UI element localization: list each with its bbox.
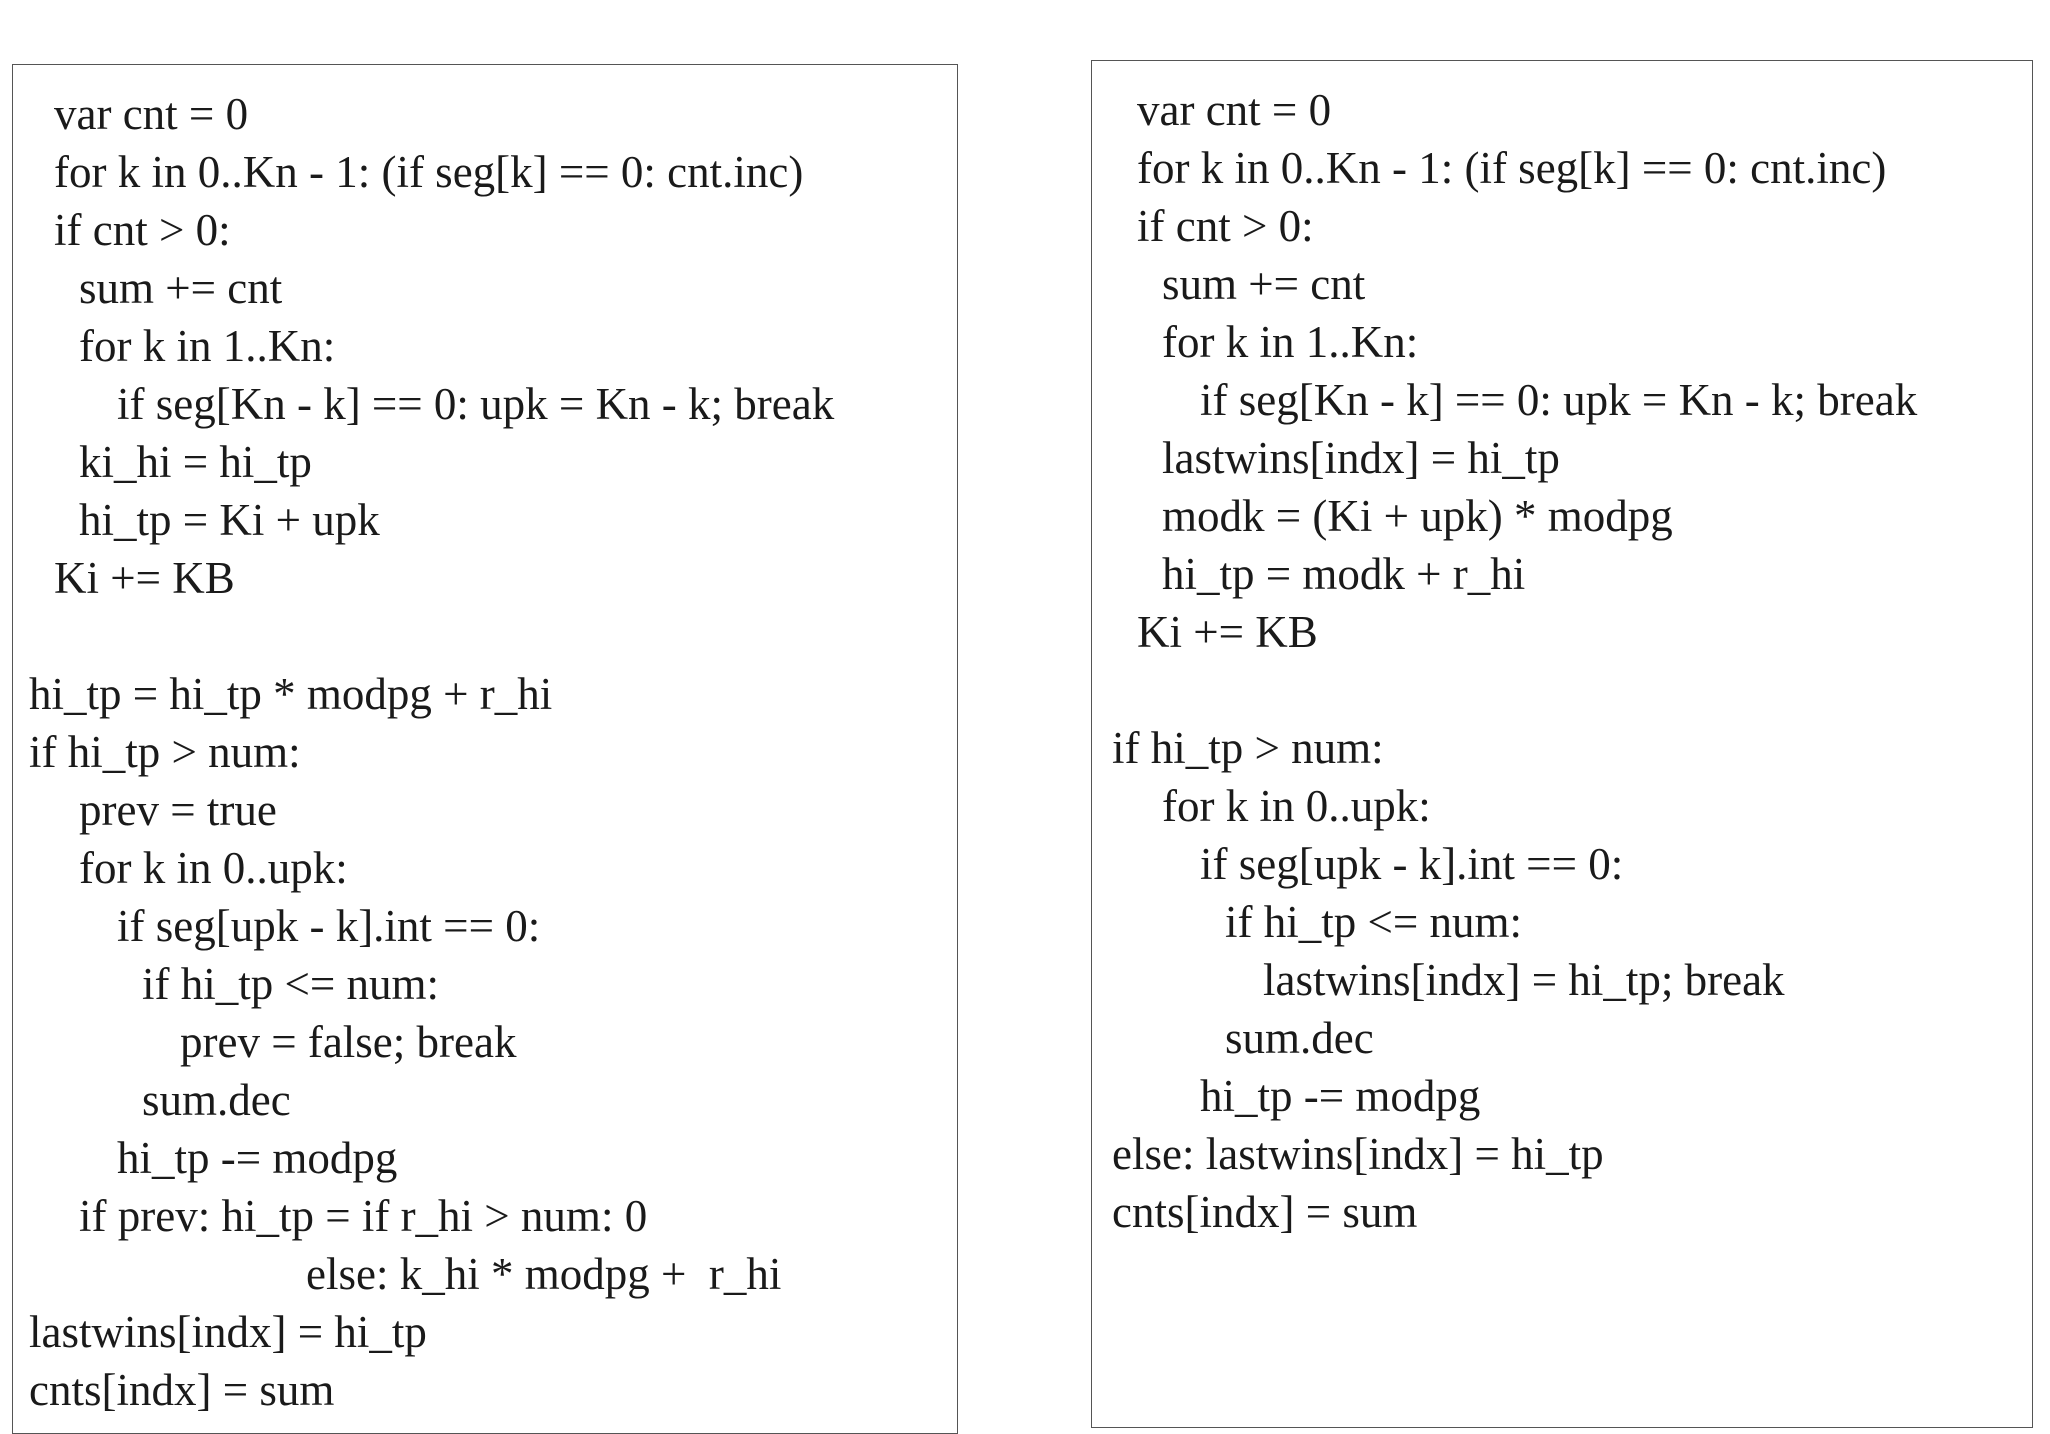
code-line: if seg[upk - k].int == 0: (1200, 839, 1624, 889)
code-line: prev = false; break (180, 1017, 517, 1067)
code-line: if hi_tp > num: (29, 727, 301, 777)
code-line: if hi_tp <= num: (1225, 897, 1523, 947)
code-line: Ki += KB (1137, 607, 1318, 657)
code-line: if seg[Kn - k] == 0: upk = Kn - k; break (1200, 375, 1918, 425)
code-line: else: lastwins[indx] = hi_tp (1112, 1129, 1604, 1179)
code-line: else: k_hi * modpg + r_hi (306, 1249, 782, 1299)
code-line: lastwins[indx] = hi_tp (1162, 433, 1560, 483)
code-line: sum += cnt (79, 263, 283, 313)
code-line: sum.dec (142, 1075, 291, 1125)
code-line: hi_tp = Ki + upk (79, 495, 380, 545)
code-line: if hi_tp > num: (1112, 723, 1384, 773)
code-line: cnts[indx] = sum (29, 1365, 335, 1415)
left-code-box (12, 64, 958, 1434)
code-line: hi_tp -= modpg (1200, 1071, 1481, 1121)
code-line: ki_hi = hi_tp (79, 437, 312, 487)
code-line: if seg[upk - k].int == 0: (117, 901, 541, 951)
code-line: for k in 1..Kn: (79, 321, 336, 371)
code-line: cnts[indx] = sum (1112, 1187, 1418, 1237)
code-line: var cnt = 0 (54, 89, 249, 139)
code-line: hi_tp = hi_tp * modpg + r_hi (29, 669, 553, 719)
code-line: if cnt > 0: (54, 205, 231, 255)
code-line: for k in 0..Kn - 1: (if seg[k] == 0: cnt.inc) (54, 147, 804, 197)
right-code-box (1091, 60, 2033, 1428)
code-line: if prev: hi_tp = if r_hi > num: 0 (79, 1191, 648, 1241)
code-line: hi_tp = modk + r_hi (1162, 549, 1526, 599)
code-line: prev = true (79, 785, 277, 835)
code-line: if seg[Kn - k] == 0: upk = Kn - k; break (117, 379, 835, 429)
code-line: sum += cnt (1162, 259, 1366, 309)
code-line: for k in 0..Kn - 1: (if seg[k] == 0: cnt.inc) (1137, 143, 1887, 193)
code-line: if cnt > 0: (1137, 201, 1314, 251)
code-line: for k in 0..upk: (79, 843, 348, 893)
code-line: modk = (Ki + upk) * modpg (1162, 491, 1673, 541)
code-line: for k in 1..Kn: (1162, 317, 1419, 367)
code-line: Ki += KB (54, 553, 235, 603)
code-line: lastwins[indx] = hi_tp; break (1263, 955, 1785, 1005)
code-line: lastwins[indx] = hi_tp (29, 1307, 427, 1357)
code-line: var cnt = 0 (1137, 85, 1332, 135)
code-line: if hi_tp <= num: (142, 959, 440, 1009)
code-line: hi_tp -= modpg (117, 1133, 398, 1183)
code-line: for k in 0..upk: (1162, 781, 1431, 831)
code-line: sum.dec (1225, 1013, 1374, 1063)
